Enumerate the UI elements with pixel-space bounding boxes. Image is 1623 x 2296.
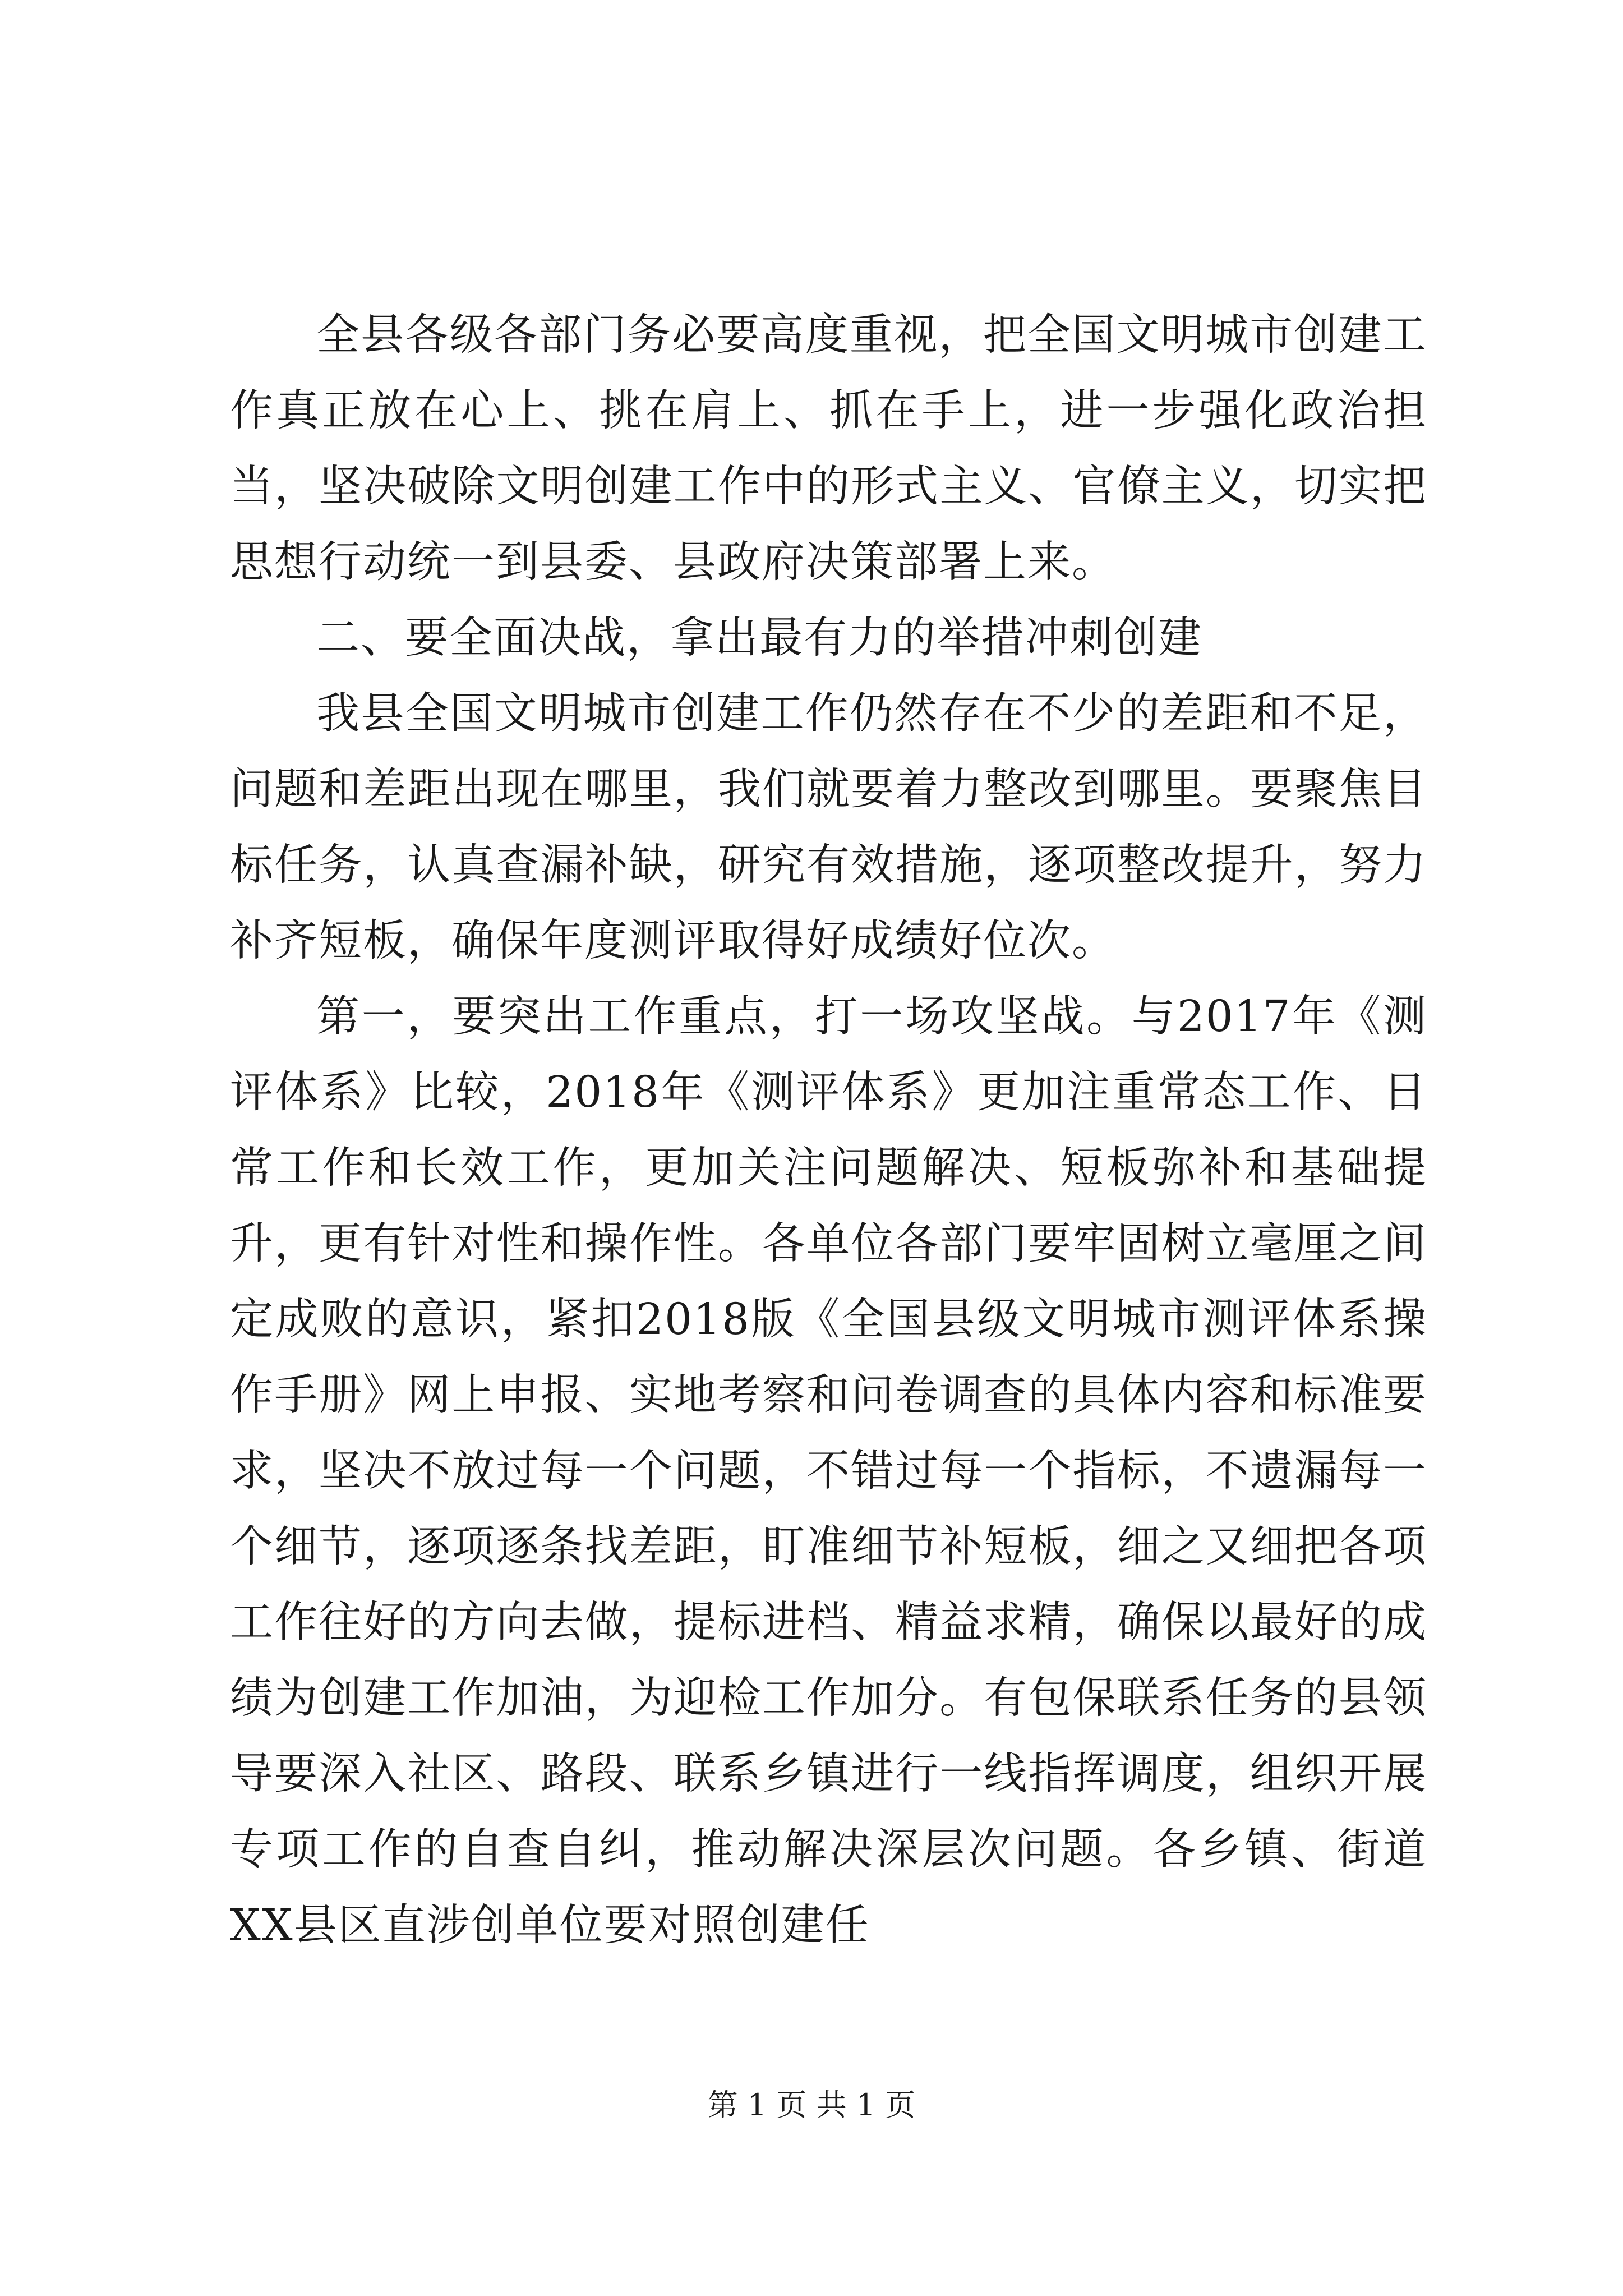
page-footer: 第 1 页 共 1 页 [707, 2087, 916, 2123]
section-heading: 二、要全面决战，拿出最有力的举措冲刺创建 [316, 613, 1202, 663]
paragraph-2: 我县全国文明城市创建工作仍然存在不少的差距和不足，问题和差距出现在哪里，我们就要着力整改到哪里。要聚焦目标任务，认真查漏补缺，研究有效措施，逐项整改提升，努力补齐短板，确保年度测评取得好成绩好位次。 [230, 689, 1427, 966]
paragraph-3: 第一，要突出工作重点，打一场攻坚战。与2017年《测评体系》比较，2018年《测评体系》更加注重常态工作、日常工作和长效工作，更加关注问题解决、短板弥补和基础提升，更有针对性和操作性。各单位各部门要牢固树立毫厘之间定成败的意识，紧扣2018版《全国县级文明城市测评体系操作手册》网上申报、实地考察和问卷调查的具体内容和标准要求，坚决不放过每一个问题，不错过每一个指标，不遗漏每一个细节，逐项逐条找差距，盯准细节补短板，细之又细把各项工作往好的方向去做，提标进档、精益求精，确保以最好的成绩为创建工作加油，为迎检工作加分。有包保联系任务的县领导要深入社区、路段、联系乡镇进行一线指挥调度，组织开展专项工作的自查自纠，推动解决深层次问题。各乡镇、街道XX县区直涉创单位要对照创建任 [230, 992, 1427, 1950]
paragraph-1: 全县各级各部门务必要高度重视，把全国文明城市创建工作真正放在心上、挑在肩上、抓在手上，进一步强化政治担当，坚决破除文明创建工作中的形式主义、官僚主义，切实把思想行动统一到县委、县政府决策部署上来。 [230, 310, 1427, 587]
document-body [230, 297, 1427, 1963]
